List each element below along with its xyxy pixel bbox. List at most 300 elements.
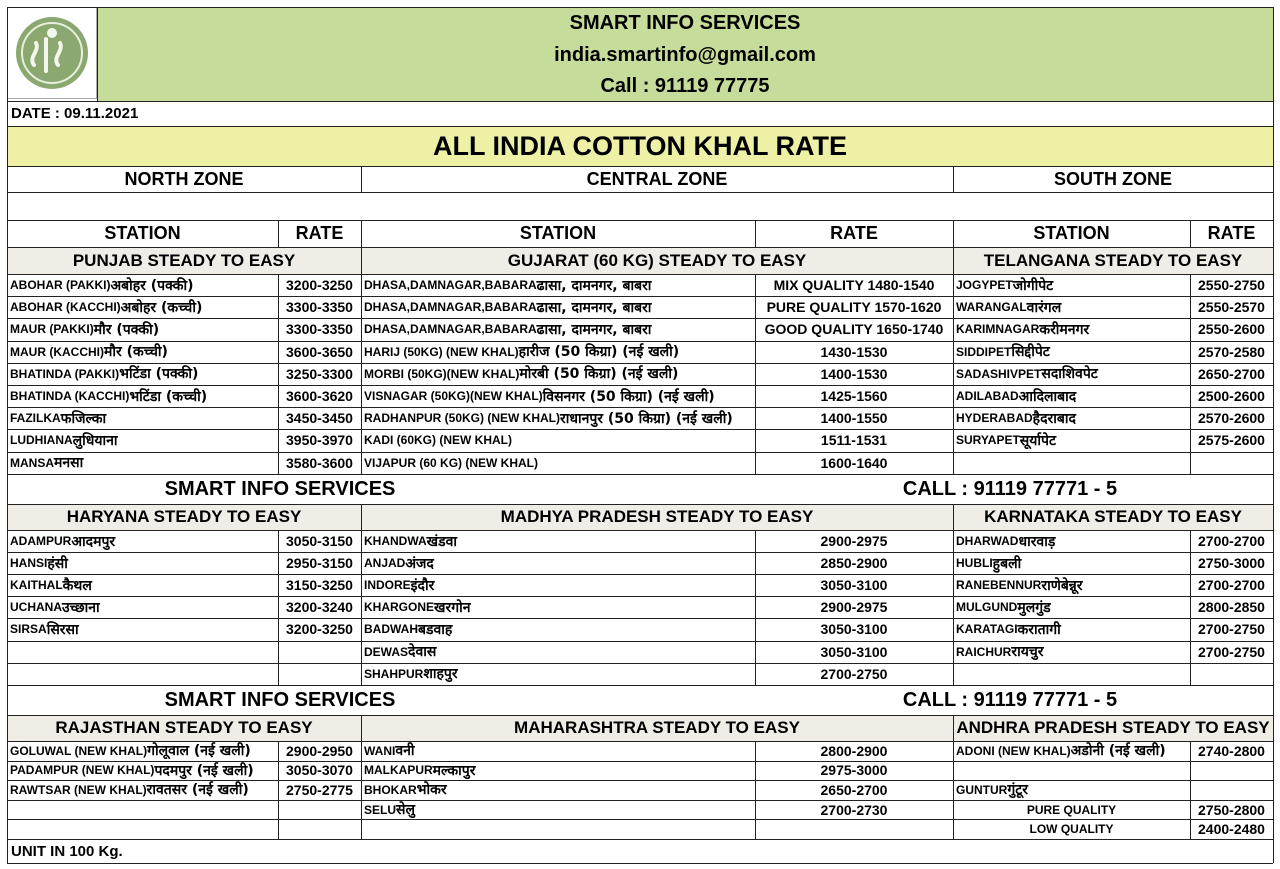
grid-hline <box>7 166 1273 167</box>
mp-station-4 <box>361 618 755 640</box>
station-name-en: HUBLI <box>956 556 993 571</box>
rajasthan-station-4 <box>7 819 278 839</box>
station-name-en: ANJAD <box>364 556 406 571</box>
grid-hline <box>7 7 1273 8</box>
mp-rate-1: 2850-2900 <box>820 555 888 572</box>
station-name-en: SHAHPUR <box>364 666 424 681</box>
station-name-hi: हैदराबाद <box>1032 410 1076 427</box>
station-name-en: HARIJ (50KG) (NEW KHAL) <box>364 344 519 359</box>
telangana-rate-7: 2575-2600 <box>1198 432 1265 449</box>
grid-vline <box>1190 274 1191 474</box>
telangana-rate-5: 2500-2600 <box>1198 388 1265 405</box>
station-name-en: MALKAPUR <box>364 763 433 778</box>
gujarat-rate-5: 1425-1560 <box>820 388 888 405</box>
mp-rate-0: 2900-2975 <box>820 533 888 550</box>
station-name-en: RADHANPUR (50KG) (NEW KHAL) <box>364 411 560 426</box>
telangana-station-3 <box>953 341 1190 363</box>
telangana-station-7 <box>953 429 1190 451</box>
phone-band <box>97 71 1273 101</box>
andhra-station-1 <box>953 761 1190 781</box>
gujarat-station-3 <box>361 341 755 363</box>
station-name-en: KAITHAL <box>10 578 63 593</box>
station-name-en: KARATAGI <box>956 622 1018 637</box>
karnataka-rate-2: 2700-2700 <box>1198 577 1265 594</box>
grid-vline <box>361 715 362 741</box>
station-name-en: ABOHAR (KACCHI) <box>10 300 121 315</box>
karnataka-station-6 <box>953 663 1190 685</box>
punjab-station-6 <box>7 407 278 429</box>
mp-station-2 <box>361 574 755 596</box>
station-name-hi: मुलगुंड <box>1017 599 1051 616</box>
station-name-hi: आदिलाबाद <box>1018 388 1077 405</box>
station-name-en: SIDDIPET <box>956 344 1012 359</box>
station-name-en: FAZILKA <box>10 411 61 426</box>
punjab-station-0 <box>7 274 278 296</box>
punjab-station-1 <box>7 296 278 318</box>
rajasthan-rate-3 <box>278 800 361 820</box>
title-band <box>7 126 1273 166</box>
rajasthan-station-0 <box>7 741 278 761</box>
mp-rate-3: 2900-2975 <box>820 599 888 616</box>
gujarat-station-4 <box>361 363 755 385</box>
zone-north: NORTH ZONE <box>124 168 244 189</box>
station-name-en: DHASA,DAMNAGAR,BABARA <box>364 322 537 337</box>
punjab-rate-0: 3200-3250 <box>286 277 353 294</box>
station-name-hi: भटिंडा (कच्ची) <box>129 388 208 405</box>
grid-hline <box>7 663 1273 664</box>
gujarat-station-1 <box>361 296 755 318</box>
station-name-en: LUDHIANA <box>10 433 73 448</box>
station-name-en: KHANDWA <box>364 534 427 549</box>
maharashtra-station-2 <box>361 780 755 800</box>
section-andhra-title: ANDHRA PRADESH STEADY TO EASY <box>956 718 1270 737</box>
grid-vline <box>361 504 362 530</box>
mp-station-5 <box>361 641 755 663</box>
station-name-hi: करीमनगर <box>1039 321 1090 338</box>
grid-vline <box>278 274 279 474</box>
grid-vline <box>953 504 954 530</box>
mp-station-1 <box>361 552 755 574</box>
station-name-hi: विसनगर (50 किग्रा) (नई खली) <box>542 388 715 405</box>
company-name-band <box>97 7 1273 39</box>
telangana-rate-2: 2550-2600 <box>1198 321 1265 338</box>
punjab-rate-8: 3580-3600 <box>286 454 353 471</box>
maharashtra-rate-0: 2800-2900 <box>820 742 888 759</box>
grid-hline <box>7 863 1273 864</box>
grid-vline <box>7 7 8 863</box>
karnataka-station-1 <box>953 552 1190 574</box>
section-punjab-title: PUNJAB STEADY TO EASY <box>72 250 296 270</box>
mp-rate-2: 3050-3100 <box>820 577 888 594</box>
grid-hline <box>7 363 1273 364</box>
maharashtra-rate-2: 2650-2700 <box>820 781 888 798</box>
andhra-rate-0: 2740-2800 <box>1198 742 1265 759</box>
station-name-hi: उच्छाना <box>62 599 100 616</box>
unit-footer: UNIT IN 100 Kg. <box>11 842 123 860</box>
station-name-hi: ढासा, दामनगर, बाबरा <box>536 321 652 338</box>
grid-hline <box>7 220 1273 221</box>
grid-hline <box>7 101 1273 102</box>
gujarat-station-6 <box>361 407 755 429</box>
station-name-hi: ढासा, दामनगर, बाबरा <box>536 277 652 294</box>
grid-vline <box>361 220 362 247</box>
station-name-hi: भोकर <box>416 782 447 799</box>
andhra-rate-1 <box>1190 761 1273 781</box>
gujarat-rate-6: 1400-1550 <box>820 410 888 427</box>
section-maharashtra-title: MAHARASHTRA STEADY TO EASY <box>514 718 800 737</box>
telangana-rate-4: 2650-2700 <box>1198 365 1265 382</box>
station-name-en: SURYAPET <box>956 433 1020 448</box>
station-name-hi: रावतसर (नई खली) <box>146 782 249 799</box>
station-name-hi: कैथल <box>62 577 92 594</box>
haryana-rate-0: 3050-3150 <box>286 533 353 550</box>
station-name-hi: देवास <box>408 644 437 661</box>
punjab-rate-2: 3300-3350 <box>286 321 353 338</box>
station-name-hi: अंजद <box>405 555 434 572</box>
station-name-hi: सूर्यापेट <box>1019 432 1057 449</box>
station-name-hi: सदाशिवपेट <box>1041 366 1098 383</box>
haryana-rate-4: 3200-3250 <box>286 621 353 638</box>
punjab-rate-6: 3450-3450 <box>286 410 353 427</box>
zone-central: CENTRAL ZONE <box>586 168 728 189</box>
grid-hline <box>7 685 1273 686</box>
grid-vline <box>755 741 756 839</box>
station-name-en: WARANGAL <box>956 300 1027 315</box>
sis-logo-icon <box>12 13 92 93</box>
gujarat-rate-1: PURE QUALITY 1570-1620 <box>766 299 942 316</box>
station-name-en: MAUR (KACCHI) <box>10 344 104 359</box>
haryana-rate-6 <box>278 663 361 685</box>
station-name-en: VIJAPUR (60 KG) (NEW KHAL) <box>364 455 539 470</box>
station-name-hi: राणेबेन्नूर <box>1041 577 1083 594</box>
karnataka-station-3 <box>953 596 1190 618</box>
punjab-station-7 <box>7 429 278 451</box>
station-name-en: MAUR (PAKKI) <box>10 322 94 337</box>
rajasthan-rate-0: 2900-2950 <box>286 742 353 759</box>
haryana-station-0 <box>7 530 278 552</box>
station-name-hi: रायचुर <box>1011 644 1044 661</box>
promo-call-2: CALL : 91119 77771 - 5 <box>902 688 1118 711</box>
station-name-hi: अबोहर (पक्की) <box>110 277 194 294</box>
station-name-hi: हंसी <box>47 555 68 572</box>
station-name-en: VISNAGAR (50KG)(NEW KHAL) <box>364 389 543 404</box>
promo-name-2: SMART INFO SERVICES <box>164 688 396 711</box>
grid-vline <box>953 715 954 741</box>
maharashtra-station-3 <box>361 800 755 820</box>
station-name-hi: वारंगल <box>1026 299 1062 316</box>
section-haryana-title: HARYANA STEADY TO EASY <box>66 507 302 526</box>
telangana-station-1 <box>953 296 1190 318</box>
grid-hline <box>7 192 1273 193</box>
telangana-rate-8 <box>1190 452 1273 474</box>
section-mp-title: MADHYA PRADESH STEADY TO EASY <box>500 507 814 526</box>
gujarat-rate-8: 1600-1640 <box>820 454 888 471</box>
grid-vline <box>953 530 954 685</box>
maharashtra-rate-1: 2975-3000 <box>820 762 888 779</box>
grid-vline <box>953 247 954 274</box>
haryana-station-4 <box>7 618 278 640</box>
rajasthan-station-3 <box>7 800 278 820</box>
punjab-rate-3: 3600-3650 <box>286 343 353 360</box>
haryana-station-5 <box>7 641 278 663</box>
station-name-en: HANSI <box>10 556 48 571</box>
station-name-en: ADAMPUR <box>10 534 72 549</box>
station-name-hi: करातागी <box>1017 621 1061 638</box>
gujarat-rate-0: MIX QUALITY 1480-1540 <box>773 277 935 294</box>
andhra-station-0 <box>953 741 1190 761</box>
grid-vline <box>755 530 756 685</box>
haryana-rate-5 <box>278 641 361 663</box>
punjab-station-3 <box>7 341 278 363</box>
station-name-en: JOGYPET <box>956 278 1013 293</box>
karnataka-rate-6 <box>1190 663 1273 685</box>
station-name-hi: मौर (कच्ची) <box>103 344 168 361</box>
grid-vline <box>361 274 362 474</box>
station-name-hi: गोलूवाल (नई खली) <box>147 743 251 760</box>
telangana-rate-3: 2570-2580 <box>1198 343 1265 360</box>
grid-hline <box>7 800 1273 801</box>
station-name-en: ADONI (NEW KHAL) <box>956 743 1071 758</box>
punjab-station-8 <box>7 452 278 474</box>
phone-number: Call : 91119 77775 <box>600 74 770 97</box>
station-name-en: HYDERABAD <box>956 411 1033 426</box>
grid-hline <box>7 452 1273 453</box>
maharashtra-station-4 <box>361 819 755 839</box>
email-link[interactable]: india.smartinfo@gmail.com <box>554 43 816 66</box>
station-name-hi: लुधियाना <box>72 432 118 449</box>
karnataka-rate-3: 2800-2850 <box>1198 599 1265 616</box>
grid-vline <box>755 220 756 247</box>
station-name-hi: शाहपुर <box>423 666 458 683</box>
punjab-station-5 <box>7 385 278 407</box>
mp-rate-6: 2700-2750 <box>820 665 888 682</box>
promo-call-1: CALL : 91119 77771 - 5 <box>902 477 1118 500</box>
gujarat-rate-4: 1400-1530 <box>820 365 888 382</box>
andhra-station-4 <box>953 819 1190 839</box>
station-name-en: UCHANA <box>10 600 62 615</box>
station-name-en: SELU <box>364 802 397 817</box>
station-name-en: SADASHIVPET <box>956 366 1042 381</box>
station-name-hi: ढासा, दामनगर, बाबरा <box>536 299 652 316</box>
punjab-rate-1: 3300-3350 <box>286 299 353 316</box>
grid-vline <box>97 7 98 101</box>
logo <box>7 7 97 99</box>
grid-vline <box>278 530 279 685</box>
station-name-en: BADWAH <box>364 622 418 637</box>
zone-south: SOUTH ZONE <box>1053 168 1172 189</box>
telangana-station-5 <box>953 385 1190 407</box>
station-name-en: GOLUWAL (NEW KHAL) <box>10 743 148 758</box>
station-name-hi: भटिंडा (पक्की) <box>119 366 199 383</box>
station-name-en: KARIMNAGAR <box>956 322 1040 337</box>
grid-hline <box>7 385 1273 386</box>
punjab-station-2 <box>7 318 278 340</box>
haryana-station-2 <box>7 574 278 596</box>
telangana-station-4 <box>953 363 1190 385</box>
andhra-rate-2 <box>1190 780 1273 800</box>
gujarat-rate-2: GOOD QUALITY 1650-1740 <box>764 321 944 338</box>
grid-vline <box>953 274 954 474</box>
telangana-station-2 <box>953 318 1190 340</box>
station-name-hi: मनसा <box>54 455 84 472</box>
station-name-hi: धारवाड़ <box>1018 533 1056 550</box>
grid-hline <box>7 407 1273 408</box>
station-name-hi: अबोहर (कच्ची) <box>120 299 203 316</box>
andhra-station-2 <box>953 780 1190 800</box>
rajasthan-rate-2: 2750-2775 <box>286 781 353 798</box>
maharashtra-rate-3: 2700-2730 <box>820 801 888 818</box>
grid-hline <box>7 761 1273 762</box>
station-name-hi: सिरसा <box>46 621 79 638</box>
col-rate-north: RATE <box>295 223 344 243</box>
haryana-station-3 <box>7 596 278 618</box>
telangana-station-6 <box>953 407 1190 429</box>
station-name-hi: जोगीपेट <box>1012 277 1054 294</box>
station-name-hi: खंडवा <box>426 533 458 550</box>
station-name-hi: फजिल्का <box>60 410 107 427</box>
maharashtra-rate-4 <box>755 819 953 839</box>
col-station-north: STATION <box>104 223 181 243</box>
karnataka-rate-1: 2750-3000 <box>1198 555 1265 572</box>
grid-hline <box>7 530 1273 531</box>
col-station-central: STATION <box>519 223 597 243</box>
punjab-station-4 <box>7 363 278 385</box>
grid-hline <box>7 596 1273 597</box>
telangana-rate-1: 2550-2570 <box>1198 299 1265 316</box>
company-name: SMART INFO SERVICES <box>569 11 801 34</box>
grid-hline <box>7 839 1273 840</box>
grid-hline <box>7 504 1273 505</box>
station-name-en: KHARGONE <box>364 600 435 615</box>
grid-hline <box>7 741 1273 742</box>
grid-hline <box>7 474 1273 475</box>
grid-hline <box>7 819 1273 820</box>
station-name-en: SIRSA <box>10 622 47 637</box>
station-name-hi: बडवाह <box>418 621 453 638</box>
grid-vline <box>361 741 362 839</box>
gujarat-station-7 <box>361 429 755 451</box>
station-name-en: DHASA,DAMNAGAR,BABARA <box>364 300 537 315</box>
gujarat-station-0 <box>361 274 755 296</box>
station-name-en: KADI (60KG) (NEW KHAL) <box>364 433 512 448</box>
station-name-hi: हारीज (50 किग्रा) (नई खली) <box>518 344 680 361</box>
grid-vline <box>1190 741 1191 839</box>
mp-rate-4: 3050-3100 <box>820 621 888 638</box>
karnataka-rate-5: 2700-2750 <box>1198 643 1265 660</box>
section-gujarat-title: GUJARAT (60 KG) STEADY TO EASY <box>507 250 807 270</box>
section-telangana-title: TELANGANA STEADY TO EASY <box>983 250 1243 270</box>
station-name-en: GUNTUR <box>956 782 1008 797</box>
station-name-en: PURE QUALITY <box>1026 802 1117 817</box>
andhra-rate-3: 2750-2800 <box>1198 801 1265 818</box>
station-name-en: WANI <box>364 743 396 758</box>
col-rate-central: RATE <box>830 223 878 243</box>
date-label: DATE : 09.11.2021 <box>11 105 139 122</box>
grid-vline <box>361 247 362 274</box>
station-name-hi: पदमपुर (नई खली) <box>154 762 254 779</box>
gujarat-station-8 <box>361 452 755 474</box>
station-name-hi: इंदौर <box>410 577 435 594</box>
mp-station-6 <box>361 663 755 685</box>
grid-vline <box>278 220 279 247</box>
grid-vline <box>953 220 954 247</box>
telangana-station-8 <box>953 452 1190 474</box>
gujarat-station-2 <box>361 318 755 340</box>
maharashtra-station-1 <box>361 761 755 781</box>
station-name-en: INDORE <box>364 578 411 593</box>
grid-hline <box>7 341 1273 342</box>
station-name-en: LOW QUALITY <box>1029 822 1114 837</box>
station-name-en: RAWTSAR (NEW KHAL) <box>10 782 147 797</box>
col-rate-south: RATE <box>1207 223 1256 243</box>
grid-vline <box>755 274 756 474</box>
station-name-en: MORBI (50KG)(NEW KHAL) <box>364 366 520 381</box>
telangana-rate-0: 2550-2750 <box>1198 277 1265 294</box>
haryana-rate-2: 3150-3250 <box>286 577 353 594</box>
karnataka-station-2 <box>953 574 1190 596</box>
station-name-en: MULGUND <box>956 600 1018 615</box>
section-karnataka-title: KARNATAKA STEADY TO EASY <box>984 507 1242 526</box>
email-band <box>97 39 1273 71</box>
rajasthan-rate-4 <box>278 819 361 839</box>
station-name-hi: सेलु <box>396 802 415 819</box>
station-name-hi: आदमपुर <box>71 533 116 550</box>
grid-hline <box>7 780 1273 781</box>
station-name-en: MANSA <box>10 455 54 470</box>
karnataka-station-4 <box>953 618 1190 640</box>
telangana-station-0 <box>953 274 1190 296</box>
grid-hline <box>7 618 1273 619</box>
station-name-en: ADILABAD <box>956 389 1019 404</box>
grid-hline <box>7 126 1273 127</box>
station-name-en: BHOKAR <box>364 782 417 797</box>
grid-hline <box>7 318 1273 319</box>
gujarat-rate-7: 1511-1531 <box>820 432 888 449</box>
station-name-hi: राधानपुर (50 किग्रा) (नई खली) <box>560 410 733 427</box>
mp-station-3 <box>361 596 755 618</box>
section-rajasthan-title: RAJASTHAN STEADY TO EASY <box>55 718 313 737</box>
grid-hline <box>7 429 1273 430</box>
rajasthan-station-1 <box>7 761 278 781</box>
station-name-en: BHATINDA (KACCHI) <box>10 389 130 404</box>
karnataka-station-5 <box>953 641 1190 663</box>
station-name-hi: मोरबी (50 किग्रा) (नई खली) <box>519 366 679 383</box>
station-name-en: DEWAS <box>364 644 409 659</box>
haryana-rate-3: 3200-3240 <box>286 599 353 616</box>
station-name-en: ABOHAR (PAKKI) <box>10 278 111 293</box>
station-name-hi: हुबली <box>992 555 1022 572</box>
haryana-station-6 <box>7 663 278 685</box>
page-title: ALL INDIA COTTON KHAL RATE <box>433 130 847 161</box>
station-name-en: DHASA,DAMNAGAR,BABARA <box>364 278 537 293</box>
station-name-en: DHARWAD <box>956 534 1019 549</box>
andhra-rate-4: 2400-2480 <box>1198 821 1265 838</box>
grid-vline <box>953 166 954 192</box>
promo-name-1: SMART INFO SERVICES <box>164 477 396 500</box>
station-name-en: RANEBENNUR <box>956 578 1042 593</box>
grid-vline <box>1190 530 1191 685</box>
rajasthan-station-2 <box>7 780 278 800</box>
andhra-station-3 <box>953 800 1190 820</box>
grid-hline <box>7 247 1273 248</box>
gujarat-station-5 <box>361 385 755 407</box>
grid-hline <box>7 296 1273 297</box>
station-name-hi: मल्कापुर <box>432 762 476 779</box>
karnataka-station-0 <box>953 530 1190 552</box>
mp-station-0 <box>361 530 755 552</box>
punjab-rate-4: 3250-3300 <box>286 365 353 382</box>
station-name-hi: खरगोन <box>434 599 471 616</box>
